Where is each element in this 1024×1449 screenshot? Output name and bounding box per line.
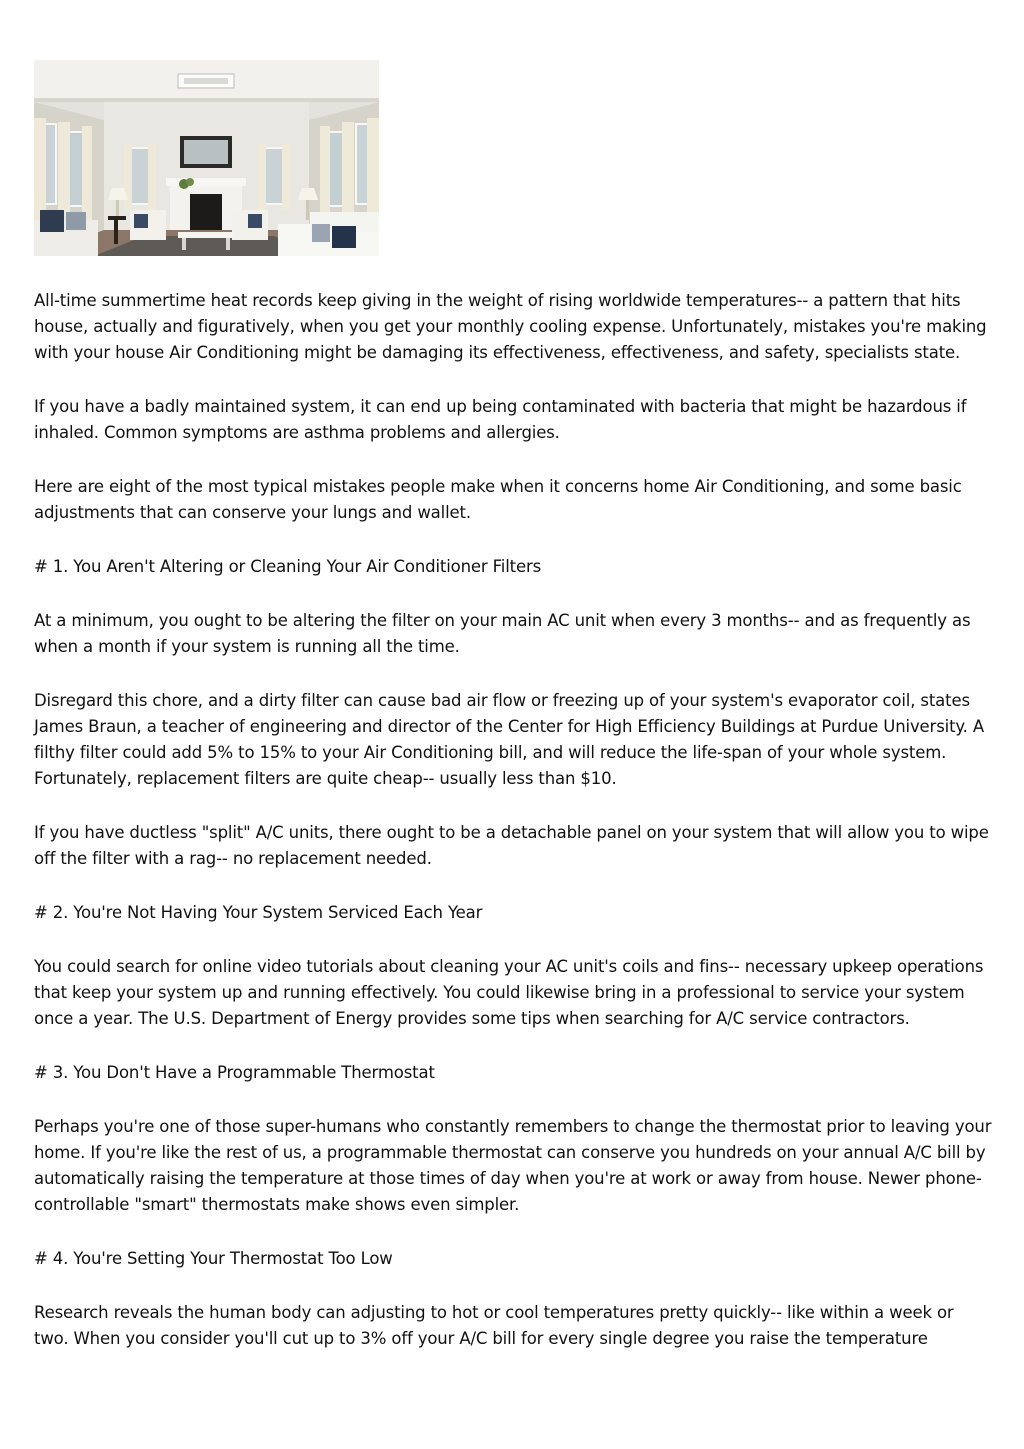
article-paragraph: Disregard this chore, and a dirty filter can cause bad air flow or freezing up of your system's evaporator coil, states James Braun, a teacher of engineering and director of the Center for High Efficiency Buildings at Purdue University. A filthy filter could add 5% to 15% to your Air Conditioning bill, and will reduce the life-span of your whole system. Fortunately, replacement filters are quite cheap-- usually less than $10. bbox=[34, 691, 984, 788]
section-heading: # 1. You Aren't Altering or Cleaning Your Air Conditioner Filters bbox=[34, 557, 542, 576]
article-paragraph: Research reveals the human body can adjusting to hot or cool temperatures pretty quickly-- like within a week or two. When you consider you'll cut up to 3% off your A/C bill for every single degree you raise the temperature bbox=[34, 1303, 954, 1348]
document-page bbox=[34, 60, 992, 1380]
article-paragraph: If you have a badly maintained system, it can end up being contaminated with bacteria that might be hazardous if inhaled. Common symptoms are asthma problems and allergies. bbox=[34, 397, 967, 442]
living-room-photo bbox=[34, 60, 379, 256]
article-paragraph: If you have ductless "split" A/C units, there ought to be a detachable panel on your system that will allow you to wipe off the filter with a rag-- no replacement needed. bbox=[34, 823, 989, 868]
section-heading: # 3. You Don't Have a Programmable Thermostat bbox=[34, 1063, 435, 1082]
section-heading: # 4. You're Setting Your Thermostat Too Low bbox=[34, 1249, 393, 1268]
article-paragraph: At a minimum, you ought to be altering the filter on your main AC unit when every 3 months-- and as frequently as when a month if your system is running all the time. bbox=[34, 611, 971, 656]
section-heading: # 2. You're Not Having Your System Serviced Each Year bbox=[34, 903, 483, 922]
article-paragraph: You could search for online video tutorials about cleaning your AC unit's coils and fins-- necessary upkeep operations that keep your system up and running effectively. You could likewise bring in a professional to service your system once a year. The U.S. Department of Energy provides some tips when searching for A/C service contractors. bbox=[34, 957, 984, 1028]
article-paragraph: Perhaps you're one of those super-humans who constantly remembers to change the thermostat prior to leaving your home. If you're like the rest of us, a programmable thermostat can conserve you hundreds on your annual A/C bill by automatically raising the temperature at those times of day when you're at work or away from house. Newer phone-controllable "smart" thermostats make shows even simpler. bbox=[34, 1117, 992, 1214]
article-body bbox=[34, 288, 992, 1352]
article-paragraph: Here are eight of the most typical mistakes people make when it concerns home Air Conditioning, and some basic adjustments that can conserve your lungs and wallet. bbox=[34, 477, 962, 522]
article-paragraph: All-time summertime heat records keep giving in the weight of rising worldwide temperatures-- a pattern that hits house, actually and figuratively, when you get your monthly cooling expense. Unfortunately, mistakes you're making with your house Air Conditioning might be damaging its effectiveness, effectiveness, and safety, specialists state. bbox=[34, 291, 987, 362]
